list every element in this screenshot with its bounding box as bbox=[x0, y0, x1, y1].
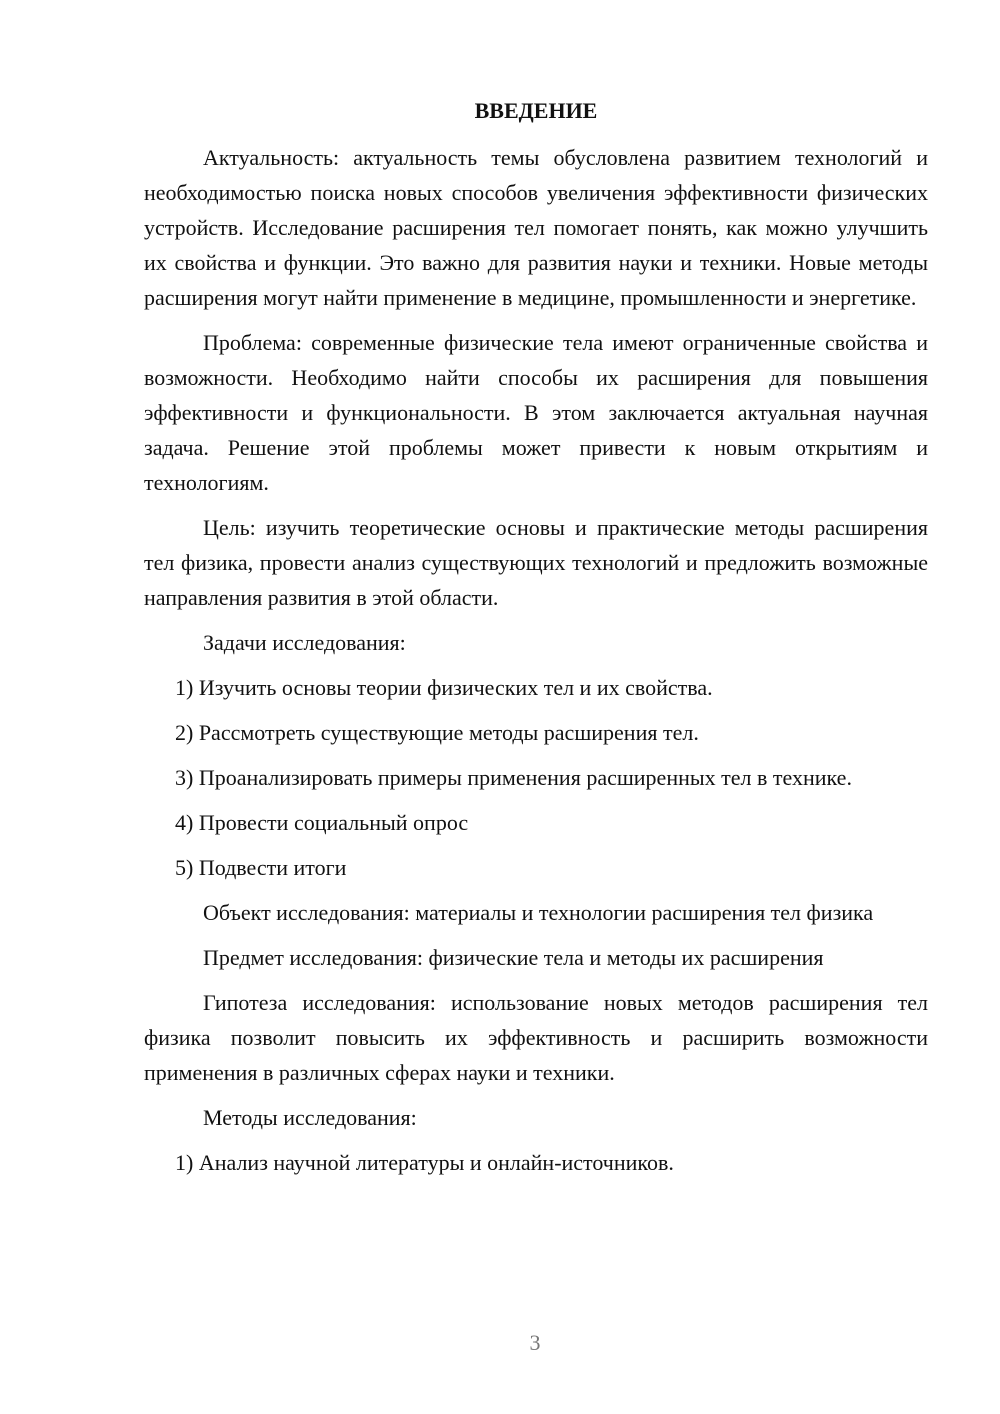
paragraph-goal: Цель: изучить теоретические основы и практические методы расширения тел физика, провести анализ существующих технологий и предложить возможные направления развития в этой области. bbox=[144, 515, 928, 610]
task-item-3: 3) Проанализировать примеры применения расширенных тел в технике. bbox=[175, 765, 852, 790]
paragraph-relevance: Актуальность: актуальность темы обусловлена развитием технологий и необходимостью поиска новых способов увеличения эффективности физических устройств. Исследование расширения тел помогает понять, как можно улучшить их свойства и функции. Это важно для развития науки и техники. Новые методы расширения могут найти применение в медицине, промышленности и энергетике. bbox=[144, 145, 928, 310]
page-number: 3 bbox=[529, 1330, 541, 1355]
task-item-5: 5) Подвести итоги bbox=[175, 855, 347, 880]
task-item-2: 2) Рассмотреть существующие методы расширения тел. bbox=[175, 720, 699, 745]
methods-title: Методы исследования: bbox=[203, 1105, 417, 1130]
page-title: ВВЕДЕНИЕ bbox=[474, 98, 598, 123]
paragraph-hypothesis: Гипотеза исследования: использование новых методов расширения тел физика позволит повысить их эффективность и расширить возможности применения в различных сферах науки и техники. bbox=[144, 990, 928, 1085]
method-item-1: 1) Анализ научной литературы и онлайн-источников. bbox=[175, 1150, 674, 1175]
tasks-title: Задачи исследования: bbox=[203, 630, 406, 655]
paragraph-object: Объект исследования: материалы и технологии расширения тел физика bbox=[203, 900, 874, 925]
paragraph-subject: Предмет исследования: физические тела и методы их расширения bbox=[203, 945, 824, 970]
task-item-4: 4) Провести социальный опрос bbox=[175, 810, 469, 835]
document-body bbox=[144, 96, 928, 1190]
paragraph-problem: Проблема: современные физические тела имеют ограниченные свойства и возможности. Необходимо найти способы их расширения для повышения эффективности и функциональности. В этом заключается актуальная научная задача. Решение этой проблемы может привести к новым открытиям и технологиям. bbox=[144, 330, 928, 495]
task-item-1: 1) Изучить основы теории физических тел и их свойства. bbox=[175, 675, 713, 700]
